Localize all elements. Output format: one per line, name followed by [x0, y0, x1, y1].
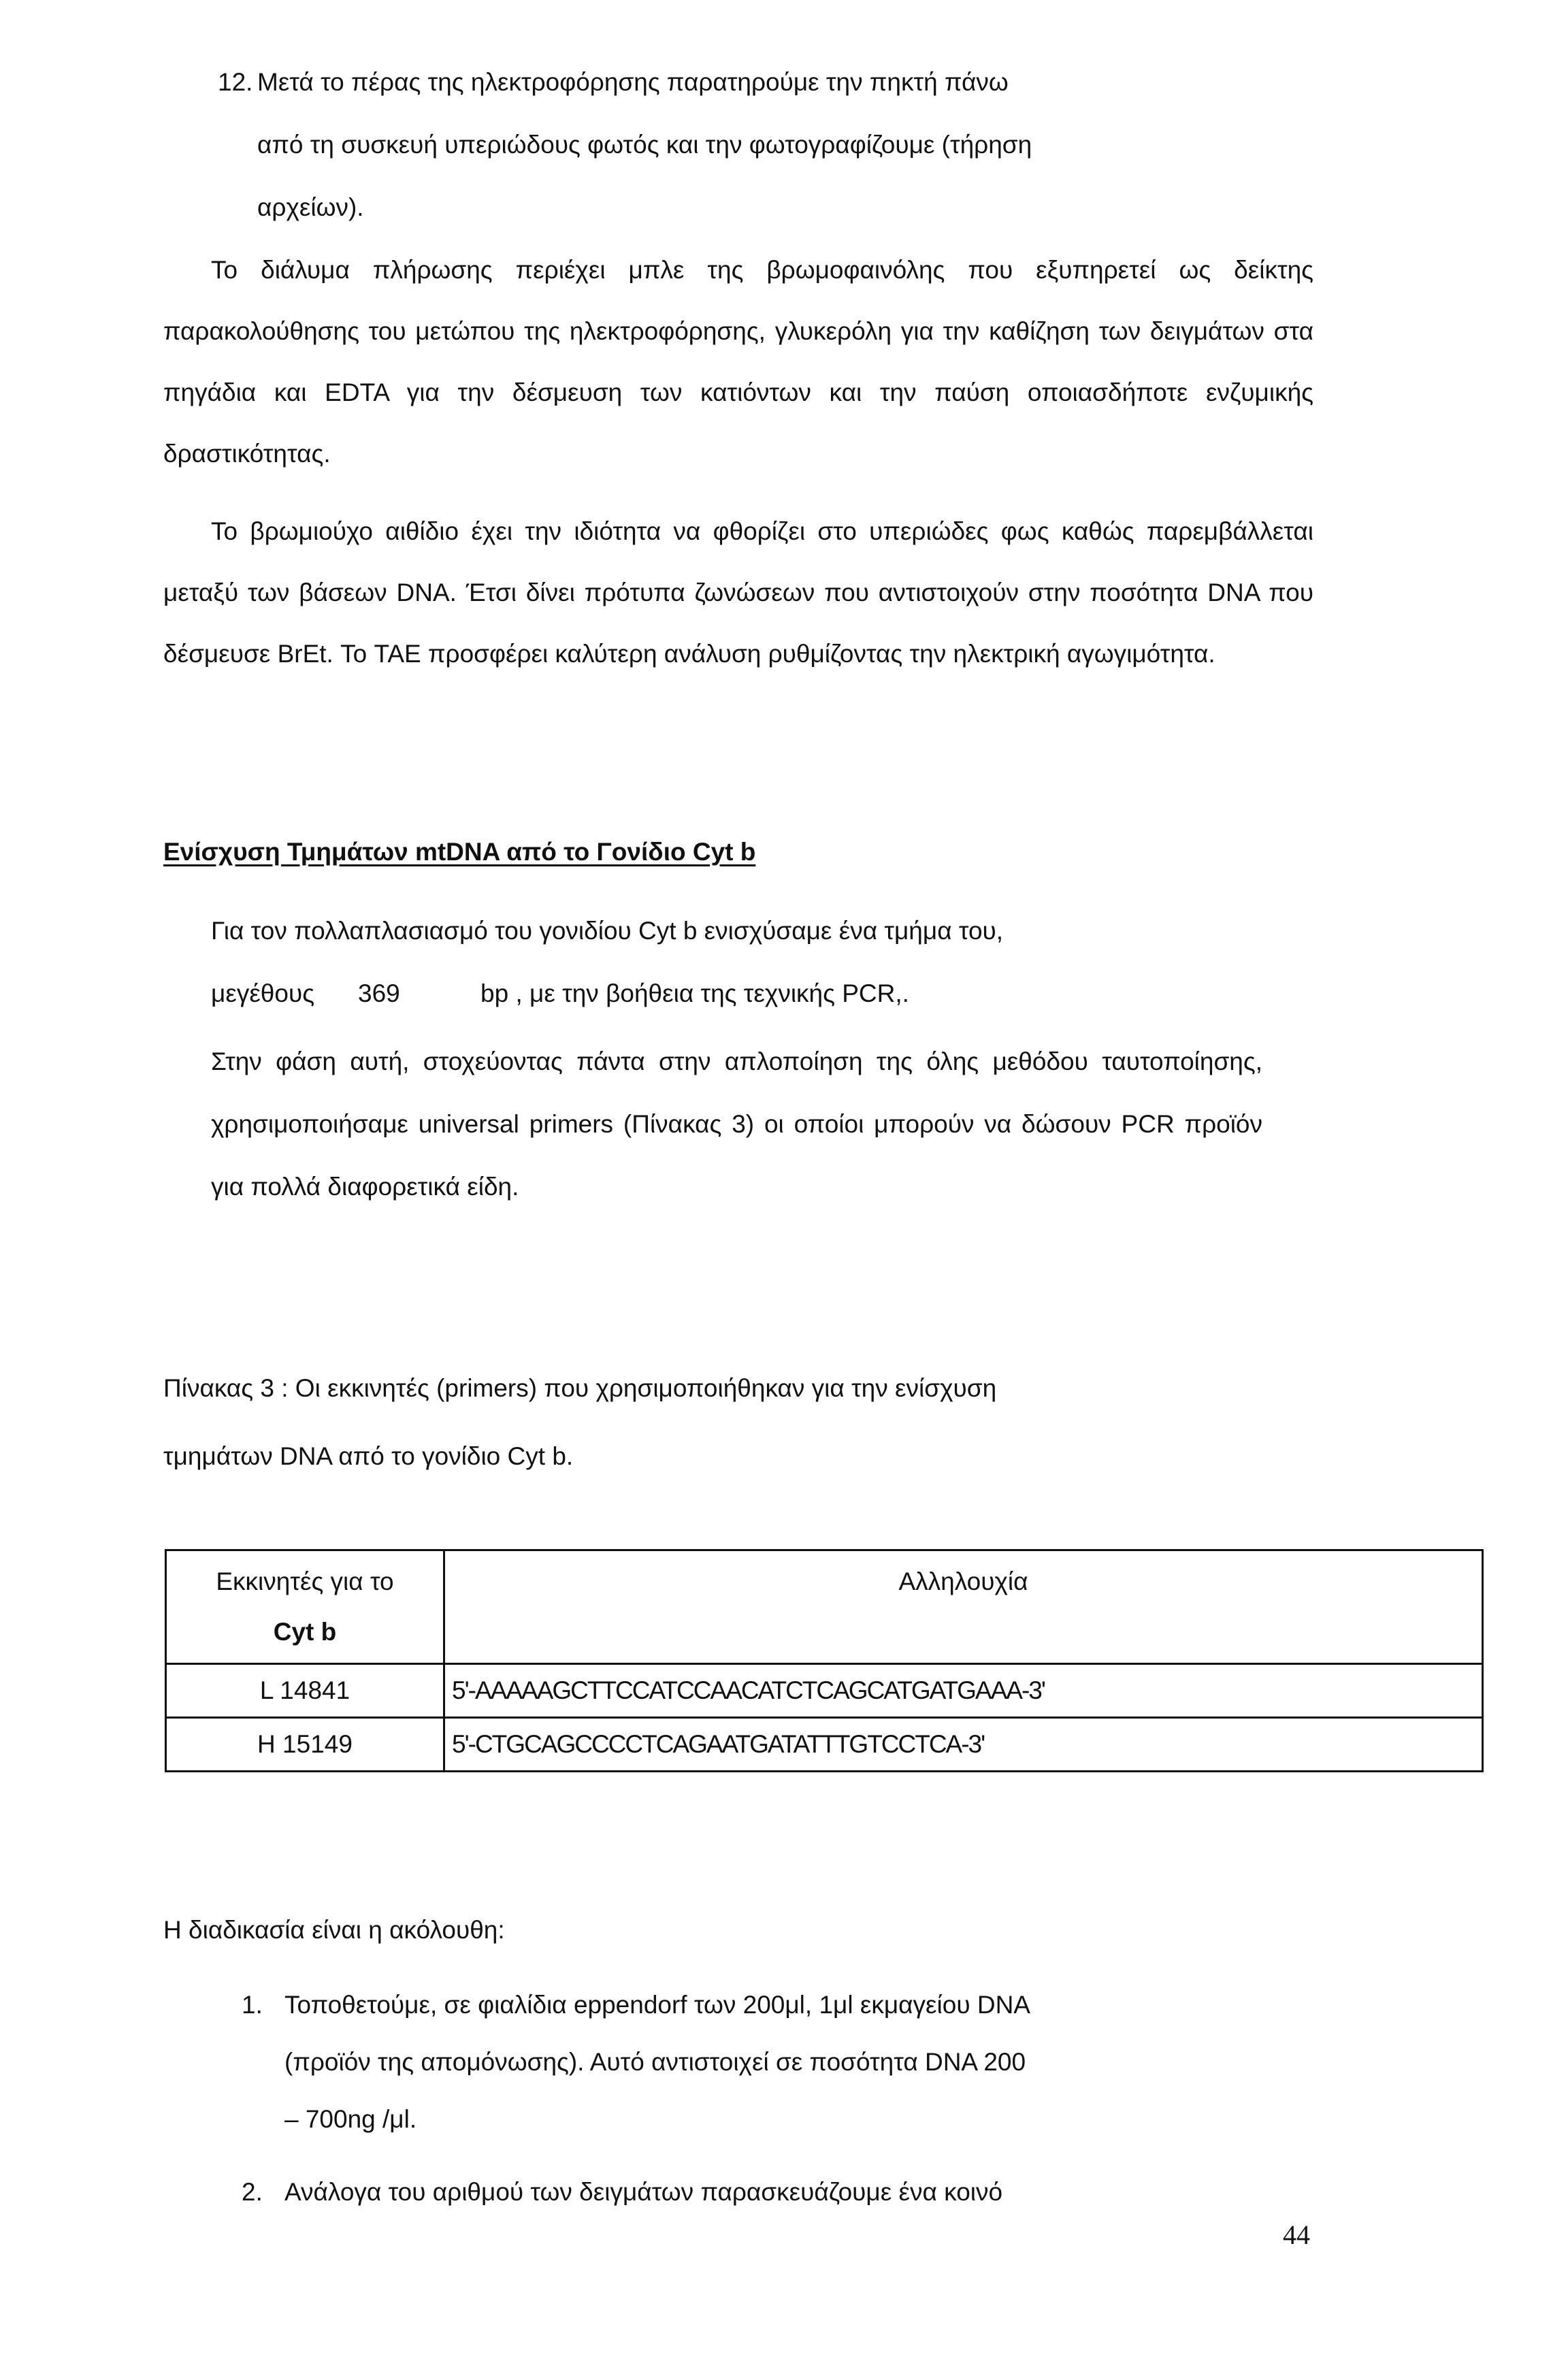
- item-12-line-3: αρχείων).: [257, 193, 364, 221]
- item-12-line-1: Μετά το πέρας της ηλεκτροφόρησης παρατηρούμε την πηκτή πάνω: [257, 68, 1009, 96]
- procedure-intro: Η διαδικασία είναι η ακόλουθη:: [163, 1916, 505, 1944]
- step-1-line-1: Τοποθετούμε, σε φιαλίδια eppendorf των 200μl, 1μl εκμαγείου DNA: [284, 1991, 1030, 2019]
- primer-sequence: 5'-AAAAAGCTTCCATCCAACATCTCAGCATGATGAAA-3': [444, 1664, 1483, 1718]
- table-header-primers-line-2: Cyt b: [273, 1618, 337, 1646]
- table-caption-line-2: τμημάτων DNA από το γονίδιο Cyt b.: [163, 1442, 574, 1470]
- amplification-tail: bp , με την βοήθεια της τεχνικής PCR,.: [480, 979, 909, 1007]
- paragraph-loading-buffer: Το διάλυμα πλήρωσης περιέχει μπλε της βρωμοφαινόλης που εξυπηρετεί ως δείκτης παρακολούθησης του μετώπου της ηλεκτροφόρησης, γλυκερόλη για την καθίζηση των δειγμάτων στα πηγάδια και EDTA για την δέσμευση των κατιόντων και την παύση οποιασδήποτε ενζυμικής δραστικότητας.: [163, 256, 1313, 468]
- item-12-number: 12.: [218, 68, 253, 96]
- page-number: 44: [1283, 2219, 1310, 2250]
- primer-name: H 15149: [166, 1718, 444, 1772]
- amplification-size-label: μεγέθους: [211, 979, 315, 1007]
- primers-table: [165, 1549, 1484, 1772]
- step-1-line-3: – 700ng /μl.: [284, 2105, 417, 2133]
- primer-name: L 14841: [166, 1664, 444, 1718]
- primer-sequence: 5'-CTGCAGCCCCTCAGAATGATATTTGTCCTCA-3': [444, 1718, 1483, 1772]
- table-header-primers-line-1: Εκκινητές για το: [216, 1567, 394, 1595]
- table-header-sequence: Αλληλουχία: [444, 1550, 1483, 1664]
- table-row: [166, 1718, 1483, 1772]
- item-12-line-2: από τη συσκευή υπεριώδους φωτός και την φωτογραφίζουμε (τήρηση: [257, 131, 1032, 159]
- section-heading: Ενίσχυση Τμημάτων mtDNA από το Γονίδιο Cyt b: [163, 838, 756, 866]
- step-1-line-2: (προϊόν της απομόνωσης). Αυτό αντιστοιχεί σε ποσότητα DNA 200: [284, 2048, 1026, 2076]
- paragraph-universal-primers: Στην φάση αυτή, στοχεύοντας πάντα στην απλοποίηση της όλης μεθόδου ταυτοποίησης, χρησιμοποιήσαμε universal primers (Πίνακας 3) οι οποίοι μπορούν να δώσουν PCR προϊόν για πολλά διαφορετικά είδη.: [211, 1047, 1262, 1201]
- step-2-line-1: Ανάλογα του αριθμού των δειγμάτων παρασκευάζουμε ένα κοινό: [284, 2178, 1003, 2206]
- table-header-primers: [166, 1550, 444, 1664]
- paragraph-ethidium-bromide: Το βρωμιούχο αιθίδιο έχει την ιδιότητα να φθορίζει στο υπεριώδες φως καθώς παρεμβάλλεται μεταξύ των βάσεων DNA. Έτσι δίνει πρότυπα ζωνώσεων που αντιστοιχούν στην ποσότητα DNA που δέσμευσε BrEt. Το TAE προσφέρει καλύτερη ανάλυση ρυθμίζοντας την ηλεκτρική αγωγιμότητα.: [163, 517, 1313, 668]
- amplification-line-1: Για τον πολλαπλασιασμό του γονιδίου Cyt b ενισχύσαμε ένα τμήμα του,: [211, 917, 1004, 945]
- step-1-number: 1.: [242, 1991, 263, 2019]
- paragraph-amplification: [211, 900, 1327, 1025]
- step-2-number: 2.: [242, 2178, 263, 2206]
- amplification-line-2: [211, 962, 1327, 1025]
- table-header-row: [166, 1550, 1483, 1664]
- table-row: [166, 1664, 1483, 1718]
- table-caption: [163, 1354, 1320, 1491]
- fragment-size: 369: [358, 979, 400, 1007]
- table-caption-line-1: Πίνακας 3 : Οι εκκινητές (primers) που χρησιμοποιήθηκαν για την ενίσχυση: [163, 1374, 997, 1402]
